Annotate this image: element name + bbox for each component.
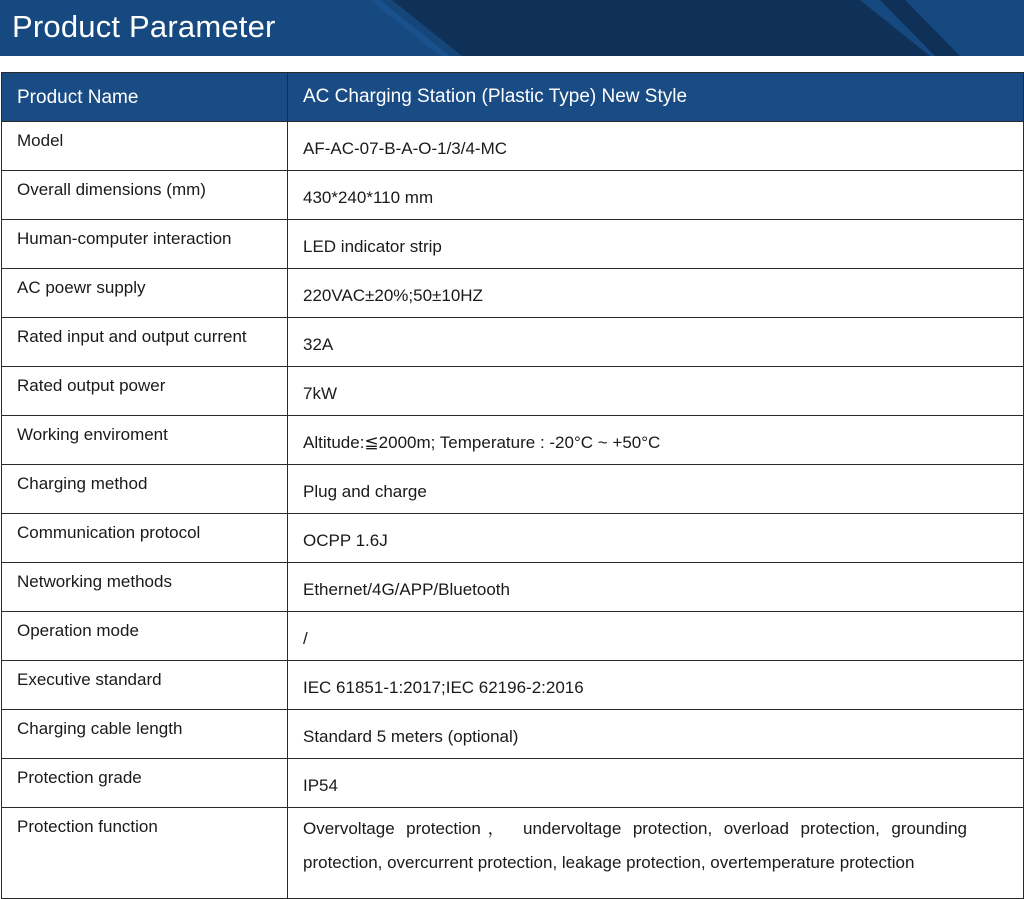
row-value: IP54 xyxy=(288,759,1024,808)
table-row-protection-function xyxy=(2,808,1024,899)
table-row-hci xyxy=(2,220,1024,269)
row-value: 220VAC±20%;50±10HZ xyxy=(288,269,1024,318)
table-header-row xyxy=(2,73,1024,122)
row-key: Communication protocol xyxy=(2,514,288,563)
parameter-table xyxy=(1,72,1024,899)
row-value: AF-AC-07-B-A-O-1/3/4-MC xyxy=(288,122,1024,171)
row-key: Working enviroment xyxy=(2,416,288,465)
row-value: Overvoltage protection， undervoltage protection, overload protection, grounding protection, overcurrent protection, leakage protection, overtemperature protection xyxy=(288,808,1024,899)
row-value: IEC 61851-1:2017;IEC 62196-2:2016 xyxy=(288,661,1024,710)
row-key: Operation mode xyxy=(2,612,288,661)
row-key: Model xyxy=(2,122,288,171)
row-value: / xyxy=(288,612,1024,661)
row-key: Networking methods xyxy=(2,563,288,612)
row-value: LED indicator strip xyxy=(288,220,1024,269)
table-row-model xyxy=(2,122,1024,171)
table-row-environment xyxy=(2,416,1024,465)
title-banner xyxy=(0,0,1024,56)
page-title: Product Parameter xyxy=(12,9,276,44)
table-row-current xyxy=(2,318,1024,367)
table-row-cable-length xyxy=(2,710,1024,759)
row-value: OCPP 1.6J xyxy=(288,514,1024,563)
row-key: Protection function xyxy=(2,808,288,899)
row-key: Rated output power xyxy=(2,367,288,416)
row-key: Executive standard xyxy=(2,661,288,710)
table-row-networking xyxy=(2,563,1024,612)
header-value-cell: AC Charging Station (Plastic Type) New Style xyxy=(288,73,1024,122)
table-row-output-power xyxy=(2,367,1024,416)
row-value: Standard 5 meters (optional) xyxy=(288,710,1024,759)
row-key: Human-computer interaction xyxy=(2,220,288,269)
row-key: Overall dimensions (mm) xyxy=(2,171,288,220)
table-row-operation-mode xyxy=(2,612,1024,661)
row-key: Rated input and output current xyxy=(2,318,288,367)
row-value: Plug and charge xyxy=(288,465,1024,514)
table-row-charging-method xyxy=(2,465,1024,514)
table-row-protocol xyxy=(2,514,1024,563)
row-value: 430*240*110 mm xyxy=(288,171,1024,220)
row-value: 32A xyxy=(288,318,1024,367)
table-row-power-supply xyxy=(2,269,1024,318)
table-row-standard xyxy=(2,661,1024,710)
table-row-dimensions xyxy=(2,171,1024,220)
table-row-protection-grade xyxy=(2,759,1024,808)
row-key: Charging method xyxy=(2,465,288,514)
row-value: Altitude:≦2000m; Temperature : -20°C ~ +50°C xyxy=(288,416,1024,465)
row-key: AC poewr supply xyxy=(2,269,288,318)
row-key: Protection grade xyxy=(2,759,288,808)
row-value: Ethernet/4G/APP/Bluetooth xyxy=(288,563,1024,612)
header-key-cell: Product Name xyxy=(2,73,288,122)
row-value: 7kW xyxy=(288,367,1024,416)
row-key: Charging cable length xyxy=(2,710,288,759)
